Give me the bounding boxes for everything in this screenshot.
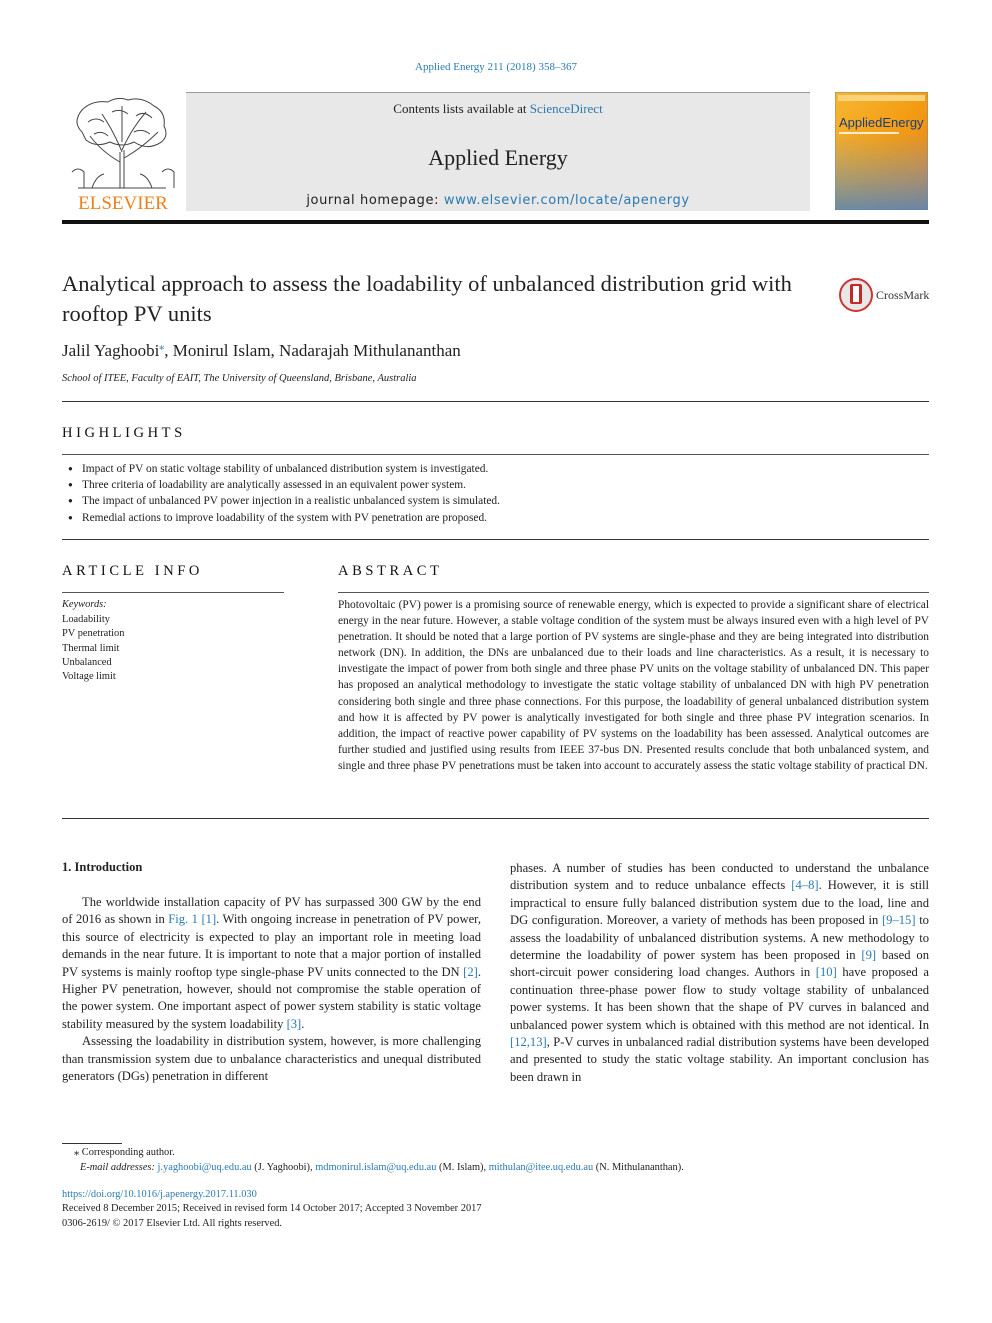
text-run: , P-V curves in unbalanced radial distribution systems have been developed and presented to study the static voltage stability. An important conclusion has been drawn in: [510, 1035, 929, 1084]
highlights-heading: HIGHLIGHTS: [62, 425, 186, 441]
text-run: . Higher PV penetration, however, should not compromise the stable operation of the power system. One important aspect of power system stability is static voltage stability measured by the system loadability: [62, 964, 481, 1031]
keyword-item: Thermal limit: [62, 642, 120, 654]
text-run: to assess the loadability of unbalanced distribution systems. A new methodology to determine the loadability of power system has been proposed in: [510, 913, 929, 963]
contents-prefix: Contents lists available at: [393, 101, 530, 116]
divider: [62, 454, 929, 455]
header-rule: [62, 220, 929, 224]
email-link[interactable]: mithulan@itee.uq.edu.au: [488, 1161, 594, 1173]
text-run: based on short-circuit power considering load changes. Authors in: [510, 948, 929, 980]
other-authors: , Monirul Islam, Nadarajah Mithulananthan: [164, 341, 461, 360]
homepage-link[interactable]: www.elsevier.com/locate/apenergy: [443, 193, 690, 208]
highlight-item: ● Remedial actions to improve loadability of the system with PV penetration are proposed.: [68, 510, 500, 526]
keyword-item: Loadability: [62, 614, 110, 625]
journal-header-band: [186, 92, 810, 211]
text-run: The worldwide installation capacity of PV has surpassed 300 GW by the end of 2016 as shown in: [62, 895, 481, 927]
section-heading-introduction: 1. Introduction: [62, 860, 143, 874]
body-column-left: [62, 894, 481, 1085]
text-run: (M. Islam),: [436, 1161, 489, 1173]
citation-ref-link[interactable]: [2]: [463, 964, 478, 979]
article-footer: [62, 1188, 482, 1231]
highlight-item: ● Impact of PV on static voltage stability of unbalanced distribution system is investigated.: [68, 461, 500, 477]
crossmark-badge[interactable]: [838, 277, 933, 313]
divider: [62, 592, 284, 593]
footnote-rule: [62, 1143, 122, 1144]
highlight-item: ● Three criteria of loadability are analytically assessed in an equivalent power system.: [68, 477, 500, 493]
text-run: . However, it is still impractical to ensure fully balanced distribution system due to the load, line and DG configuration. Moreover, a variety of methods has been proposed in: [510, 878, 929, 928]
homepage-label: journal homepage:: [306, 193, 444, 208]
email-addresses: [62, 1161, 932, 1176]
article-info-heading: ARTICLE INFO: [62, 563, 204, 579]
citation-ref-link[interactable]: [10]: [815, 965, 837, 980]
crossmark-icon: [838, 277, 933, 313]
divider: [62, 539, 929, 540]
paragraph: [62, 894, 481, 1033]
email-link[interactable]: mdmonirul.islam@uq.edu.au: [315, 1161, 437, 1173]
keyword-item: Voltage limit: [62, 671, 116, 683]
abstract-text: Photovoltaic (PV) power is a promising source of renewable energy, which is expected to provide a significant share of electrical energy in the near future. However, a stable voltage condition of the system must be always insured even with a high level of PV penetration. It should be noted that a large portion of PV systems are single-phase and they are being integrated into distribution network (DN). In addition, the DNs are unbalanced due to their loads and line characteristics. As a result, it is necessary to investigate the impact of power from both single and three phase PV units on the voltage stability of unbalanced DN. This paper has proposed an analytical methodology to investigate the static voltage stability of unbalanced DN with high PV penetration considering both single and three phase connections. For this purpose, the loadability of general unbalanced distribution system and how it is affected by PV power is analytically investigated for both single and three phase PV integration scenarios. In addition, the impact of reactive power capability of PV systems on the loadability has been assessed. Analytical outcomes are further studied and justified using results from IEEE 37-bus DN. Presented results conclude that both unbalanced system, and single and three phase PV penetrations must be taken into account to accurately assess the static voltage stability of practical DN.: [338, 599, 929, 772]
figure-ref-link[interactable]: Fig. 1: [168, 912, 198, 927]
doi-link[interactable]: https://doi.org/10.1016/j.apenergy.2017.11.030: [62, 1189, 257, 1200]
citation-ref-link[interactable]: [3]: [286, 1016, 302, 1031]
citation-ref-link[interactable]: [9]: [861, 948, 877, 963]
email-link[interactable]: j.yaghoobi@uq.edu.au: [157, 1161, 252, 1173]
elsevier-tree-icon: [62, 92, 184, 214]
journal-cover[interactable]: [835, 92, 928, 210]
contents-line: [186, 101, 810, 117]
cover-image: [835, 92, 928, 210]
text-run: .: [301, 1016, 305, 1031]
homepage-line: [186, 193, 810, 208]
elsevier-wordmark: ELSEVIER: [78, 193, 168, 214]
author-list: [62, 341, 461, 361]
crossmark-label: CrossMark: [876, 288, 930, 302]
keywords-list: [62, 613, 124, 684]
body-column-right: [510, 860, 929, 1086]
keywords-label: Keywords:: [62, 599, 107, 610]
abstract-heading: ABSTRACT: [338, 563, 443, 579]
journal-name: Applied Energy: [428, 145, 568, 170]
elsevier-logo[interactable]: [62, 92, 184, 214]
citation-ref-link[interactable]: [9–15]: [881, 913, 916, 928]
citation-ref-link[interactable]: [1]: [201, 912, 217, 927]
copyright: 0306-2619/ © 2017 Elsevier Ltd. All rights reserved.: [62, 1217, 282, 1229]
citation-link[interactable]: Applied Energy 211 (2018) 358–367: [415, 61, 577, 73]
divider: [338, 592, 929, 593]
email-label: E-mail addresses:: [80, 1161, 158, 1173]
highlight-item: ● The impact of unbalanced PV power injection in a realistic unbalanced system is simulated.: [68, 493, 500, 509]
text-run: phases. A number of studies has been conducted to understand the unbalance distribution system and to reduce unbalance effects: [510, 861, 929, 893]
corresponding-author-mark[interactable]: ⁎: [159, 341, 165, 353]
keyword-item: Unbalanced: [62, 656, 112, 668]
paragraph: [510, 860, 929, 1086]
affiliation: School of ITEE, Faculty of EAIT, The University of Queensland, Brisbane, Australia: [62, 373, 417, 384]
article-title: Analytical approach to assess the loadability of unbalanced distribution grid with rooftop PV units: [62, 271, 792, 326]
received-dates: Received 8 December 2015; Received in revised form 14 October 2017; Accepted 3 November 2017: [62, 1203, 482, 1215]
footnotes: [62, 1146, 932, 1175]
divider: [62, 401, 929, 402]
sciencedirect-link[interactable]: ScienceDirect: [529, 101, 603, 116]
author-yaghoobi[interactable]: Jalil Yaghoobi: [62, 341, 160, 360]
citation-ref-link[interactable]: [12,13]: [510, 1035, 547, 1050]
keyword-item: PV penetration: [62, 628, 125, 640]
journal-citation[interactable]: [0, 61, 992, 73]
divider: [62, 818, 929, 819]
text-run: (N. Mithulananthan).: [593, 1161, 684, 1173]
text-run: (J. Yaghoobi),: [251, 1161, 316, 1173]
highlights-list: [68, 461, 500, 526]
paragraph: Assessing the loadability in distribution system, however, is more challenging than transmission system due to unbalance characteristics and unequal distributed generators (DGs) penetration in different: [62, 1034, 481, 1084]
citation-ref-link[interactable]: [4–8]: [791, 878, 819, 893]
text-run: have proposed a continuation three-phase power flow to study voltage stability of unbalanced power systems. It has been shown that the shape of PV curves in balanced and unbalanced power system which is obtained with this method are not identical. In: [510, 965, 930, 1032]
corresponding-author-note: ⁎ Corresponding author.: [74, 1147, 175, 1158]
cover-title: AppliedEnergy: [839, 115, 924, 130]
text-run: . With ongoing increase in penetration of PV power, this source of electricity is expected to play an important role in meeting load demands in the near future. It is important to note that a major portion of installed PV systems is mainly rooftop type single-phase PV units connected to the DN: [62, 912, 481, 979]
